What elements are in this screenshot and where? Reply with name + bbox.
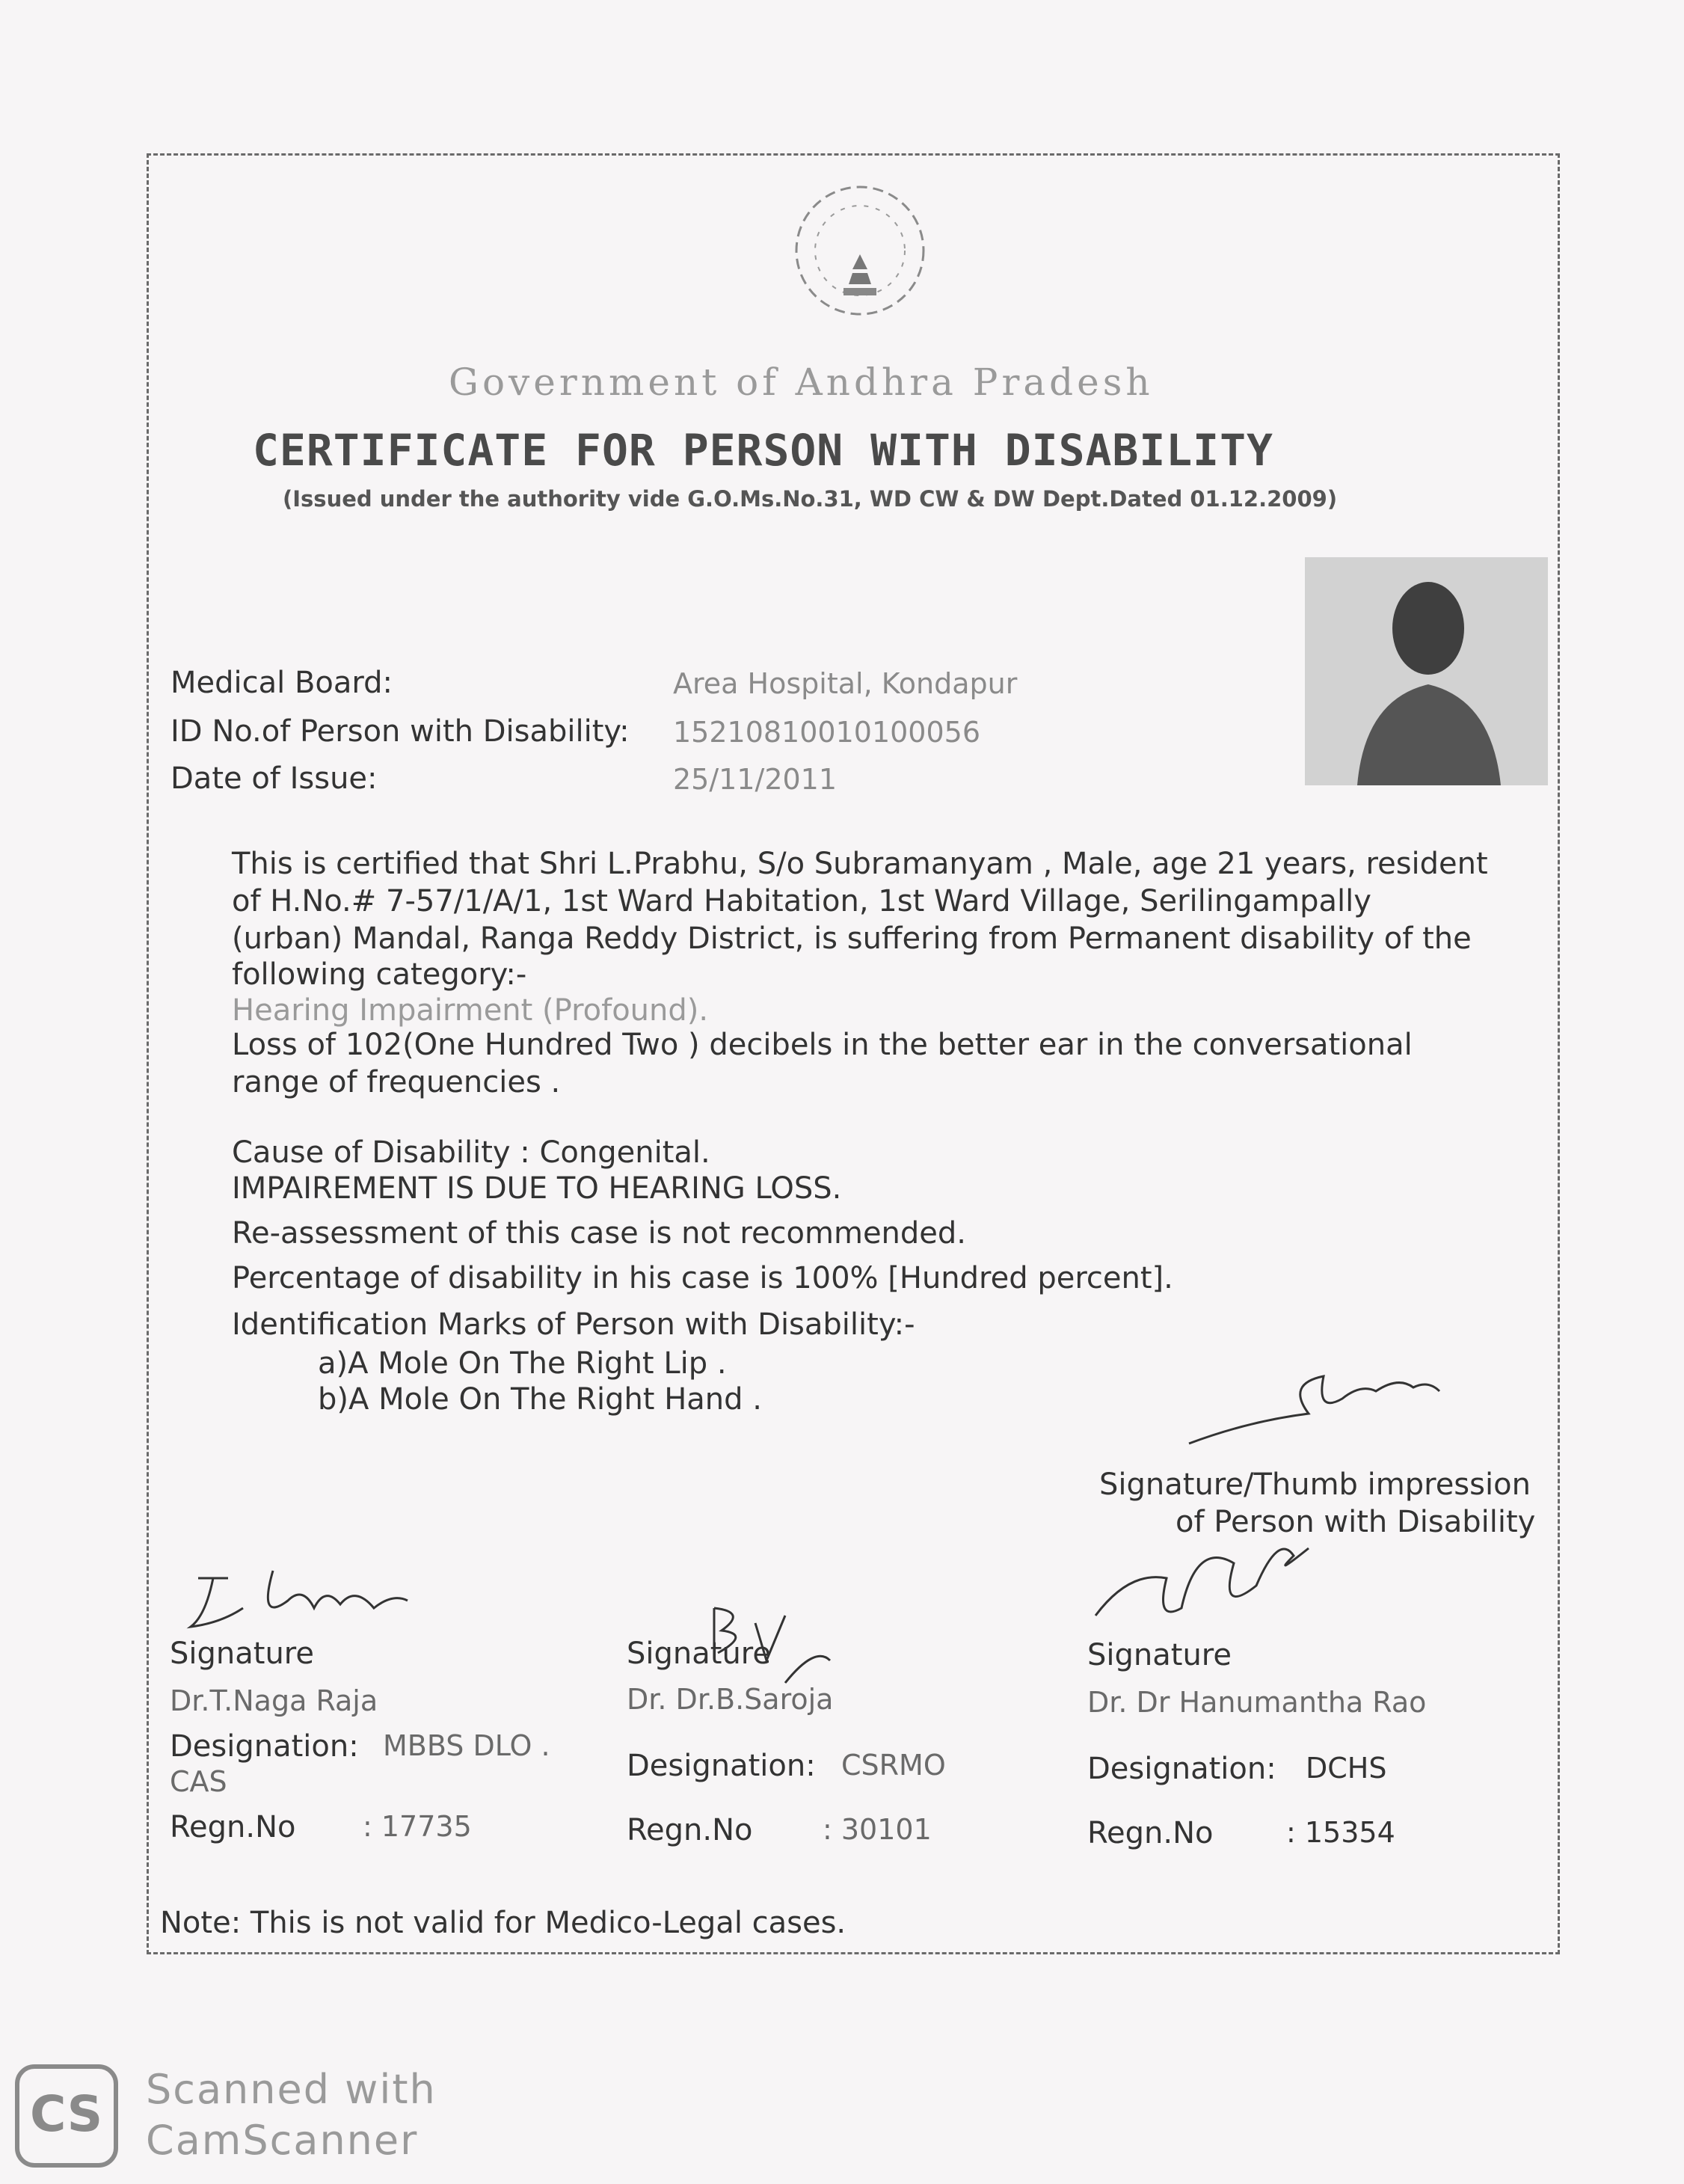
person-photo-icon [1305,557,1548,785]
date-of-issue-label: Date of Issue: [170,761,378,796]
identification-marks-heading: Identification Marks of Person with Disability:- [232,1307,915,1342]
signatory-3-name: Dr. Dr Hanumantha Rao [1087,1686,1427,1719]
hearing-loss-line-2: range of frequencies . [232,1065,561,1099]
signatory-1-designation-label: Designation: [170,1729,359,1764]
signatory-3-designation: DCHS [1306,1752,1387,1785]
person-signature-icon [1181,1369,1466,1451]
identification-mark-b: b)A Mole On The Right Hand . [318,1382,762,1417]
watermark-line-1: Scanned with [146,2066,437,2113]
reassessment-note: Re-assessment of this case is not recommended. [232,1216,967,1251]
state-emblem-icon [778,180,942,344]
certificate-subtitle: (Issued under the authority vide G.O.Ms.No.31, WD CW & DW Dept.Dated 01.12.2009) [283,486,1338,512]
signatory-2-regn-label: Regn.No [627,1813,753,1847]
signatory-1-regn-number: : 17735 [363,1810,472,1843]
signatory-1-name: Dr.T.Naga Raja [170,1684,378,1717]
signatory-2-regn-number: : 30101 [823,1813,932,1846]
disability-category: Hearing Impairment (Profound). [232,993,709,1028]
signatory-1-signature-label: Signature [170,1637,314,1671]
body-line-1: This is certified that Shri L.Prabhu, S/o Subramanyam , Male, age 21 years, resident [232,847,1488,881]
disability-percentage: Percentage of disability in his case is 100% [Hundred percent]. [232,1261,1173,1295]
signatory-3-regn-number: : 15354 [1286,1816,1395,1849]
body-line-2: of H.No.# 7-57/1/A/1, 1st Ward Habitation, 1st Ward Village, Serilingampally [232,884,1371,918]
hearing-loss-line-1: Loss of 102(One Hundred Two ) decibels in the better ear in the conversational [232,1028,1413,1062]
medical-board-value: Area Hospital, Kondapur [673,667,1018,700]
impairment-note: IMPAIREMENT IS DUE TO HEARING LOSS. [232,1171,842,1206]
signatory-3-regn-label: Regn.No [1087,1816,1214,1850]
disability-id-value: 15210810010100056 [673,716,981,749]
signatory-1-designation: MBBS DLO . [383,1729,550,1762]
signatory-3-signature-label: Signature [1087,1638,1232,1672]
identification-mark-a: a)A Mole On The Right Lip . [318,1346,727,1381]
signatory-2-name: Dr. Dr.B.Saroja [627,1683,834,1716]
signatory-3-designation-label: Designation: [1087,1752,1276,1786]
date-of-issue-value: 25/11/2011 [673,763,838,796]
signatory-3-signature-icon [1084,1526,1324,1638]
certificate-title: CERTIFICATE FOR PERSON WITH DISABILITY [253,425,1273,476]
body-line-3: (urban) Mandal, Ranga Reddy District, is suffering from Permanent disability of the [232,921,1472,956]
signatory-1-designation-2: CAS [170,1765,227,1798]
body-line-4: following category:- [232,957,527,992]
disability-id-label: ID No.of Person with Disability: [170,714,630,749]
government-title: Government of Andhra Pradesh [449,361,1154,404]
medical-board-label: Medical Board: [170,666,393,700]
thumb-impression-line-1: Signature/Thumb impression [1099,1467,1531,1502]
signatory-2-signature-label: Signature [627,1637,771,1671]
medico-legal-note: Note: This is not valid for Medico-Legal cases. [160,1906,846,1940]
cause-of-disability: Cause of Disability : Congenital. [232,1135,710,1170]
signatory-1-signature-icon [183,1556,460,1638]
thumb-impression-line-2: of Person with Disability [1176,1505,1536,1539]
signatory-2-designation-label: Designation: [627,1749,816,1783]
watermark-line-2: CamScanner [146,2117,419,2164]
signatory-2-designation: CSRMO [841,1749,946,1782]
signatory-1-regn-label: Regn.No [170,1810,296,1844]
camscanner-logo-text: CS [30,2085,103,2143]
